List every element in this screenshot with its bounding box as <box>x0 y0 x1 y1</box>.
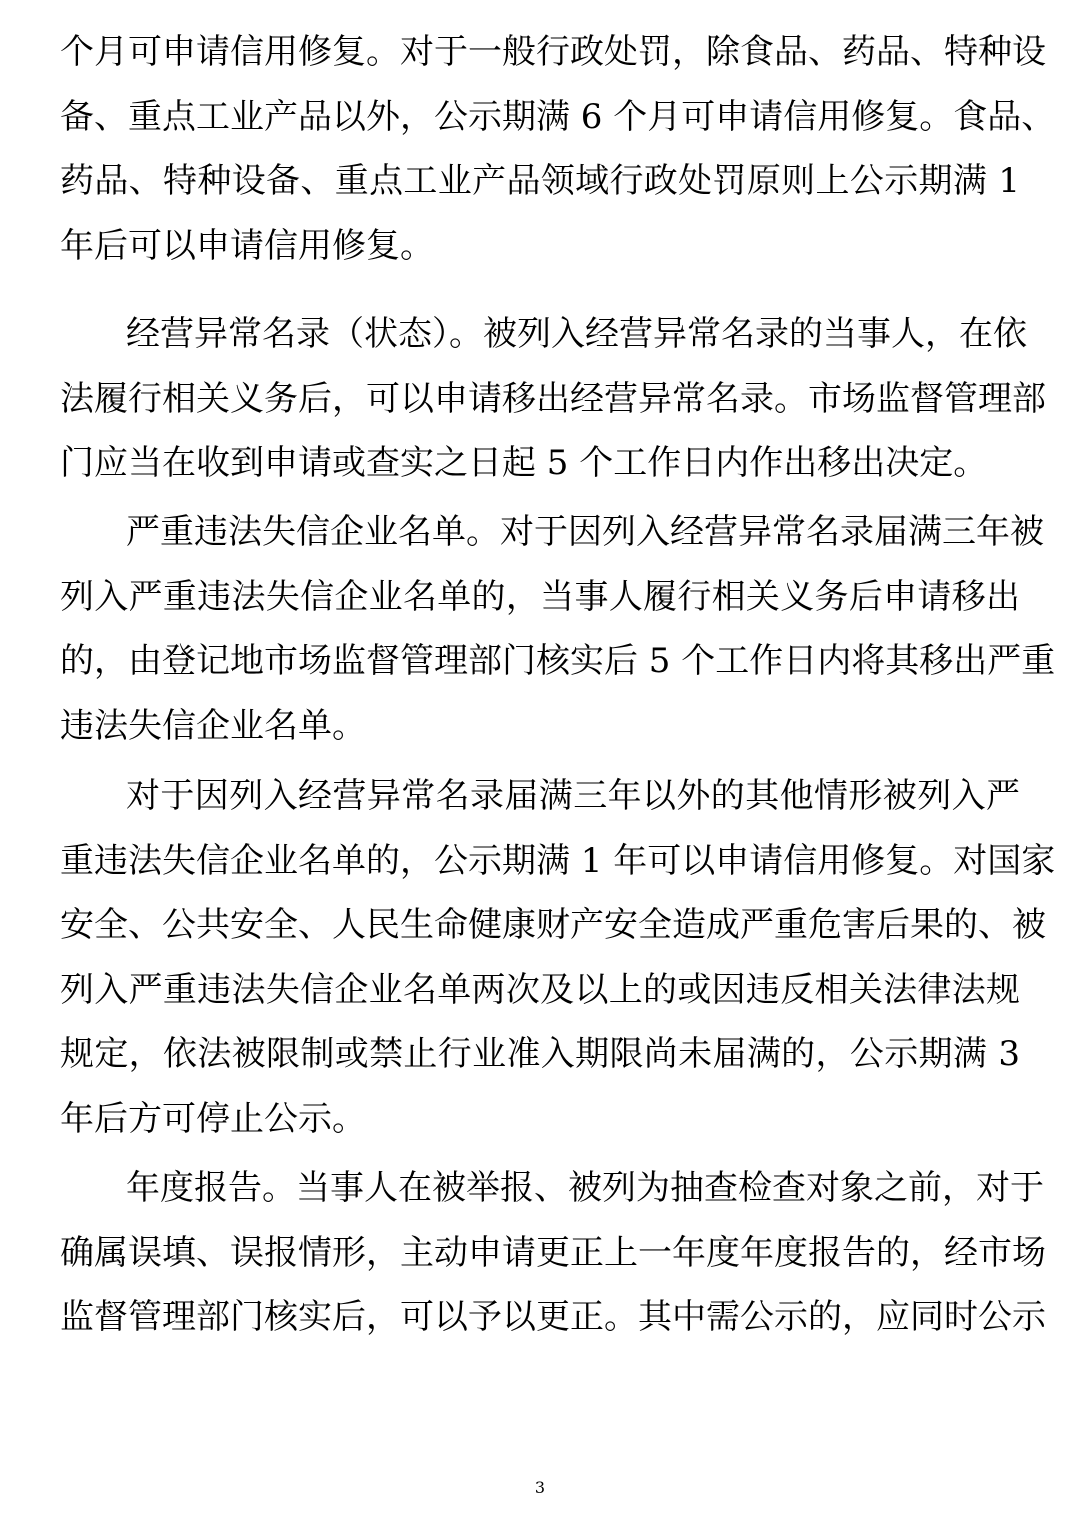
text-line: 经营异常名录（状态）。被列入经营异常名录的当事人，在依 <box>126 314 1027 354</box>
paragraph-credit-repair-penalty <box>60 20 1056 278</box>
text-line: 列入严重违法失信企业名单的，当事人履行相关义务后申请移出 <box>60 576 1020 617</box>
text-line: 年后可以申请信用修复。 <box>60 225 434 266</box>
paragraph-other-cases <box>60 764 1056 1152</box>
text-line: 列入严重违法失信企业名单两次及以上的或因违反相关法律法规 <box>60 969 1020 1010</box>
paragraph-serious-violation-list <box>60 500 1056 758</box>
text-line: 安全、公共安全、人民生命健康财产安全造成严重危害后果的、被 <box>60 905 1046 946</box>
text-line: 药品、特种设备、重点工业产品领域行政处罚原则上公示期满 1 <box>60 161 1020 202</box>
text-line: 监督管理部门核实后，可以予以更正。其中需公示的，应同时公示 <box>60 1297 1046 1338</box>
text-line: 年后方可停止公示。 <box>60 1098 366 1139</box>
text-line: 对于因列入经营异常名录届满三年以外的其他情形被列入严 <box>126 776 1020 816</box>
text-line: 个月可申请信用修复。对于一般行政处罚，除食品、药品、特种设 <box>60 32 1046 72</box>
text-line: 年度报告。当事人在被举报、被列为抽查检查对象之前，对于 <box>126 1168 1044 1208</box>
text-line: 违法失信企业名单。 <box>60 705 366 746</box>
text-line: 门应当在收到申请或查实之日起 5 个工作日内作出移出决定。 <box>60 443 988 484</box>
text-line: 严重违法失信企业名单。对于因列入经营异常名录届满三年被 <box>126 512 1044 552</box>
paragraph-abnormal-operation-list <box>60 302 1046 496</box>
text-line: 确属误填、误报情形，主动申请更正上一年度年度报告的，经市场 <box>60 1232 1046 1273</box>
text-line: 规定，依法被限制或禁止行业准入期限尚未届满的，公示期满 3 <box>60 1034 1020 1075</box>
text-line: 法履行相关义务后，可以申请移出经营异常名录。市场监督管理部 <box>60 378 1046 419</box>
text-line: 的，由登记地市场监督管理部门核实后 5 个工作日内将其移出严重 <box>60 641 1056 682</box>
text-line: 备、重点工业产品以外，公示期满 6 个月可申请信用修复。食品、 <box>60 96 1056 137</box>
paragraph-annual-report <box>60 1156 1046 1350</box>
text-line: 重违法失信企业名单的，公示期满 1 年可以申请信用修复。对国家 <box>60 840 1056 881</box>
page-number: 3 <box>534 1478 546 1497</box>
